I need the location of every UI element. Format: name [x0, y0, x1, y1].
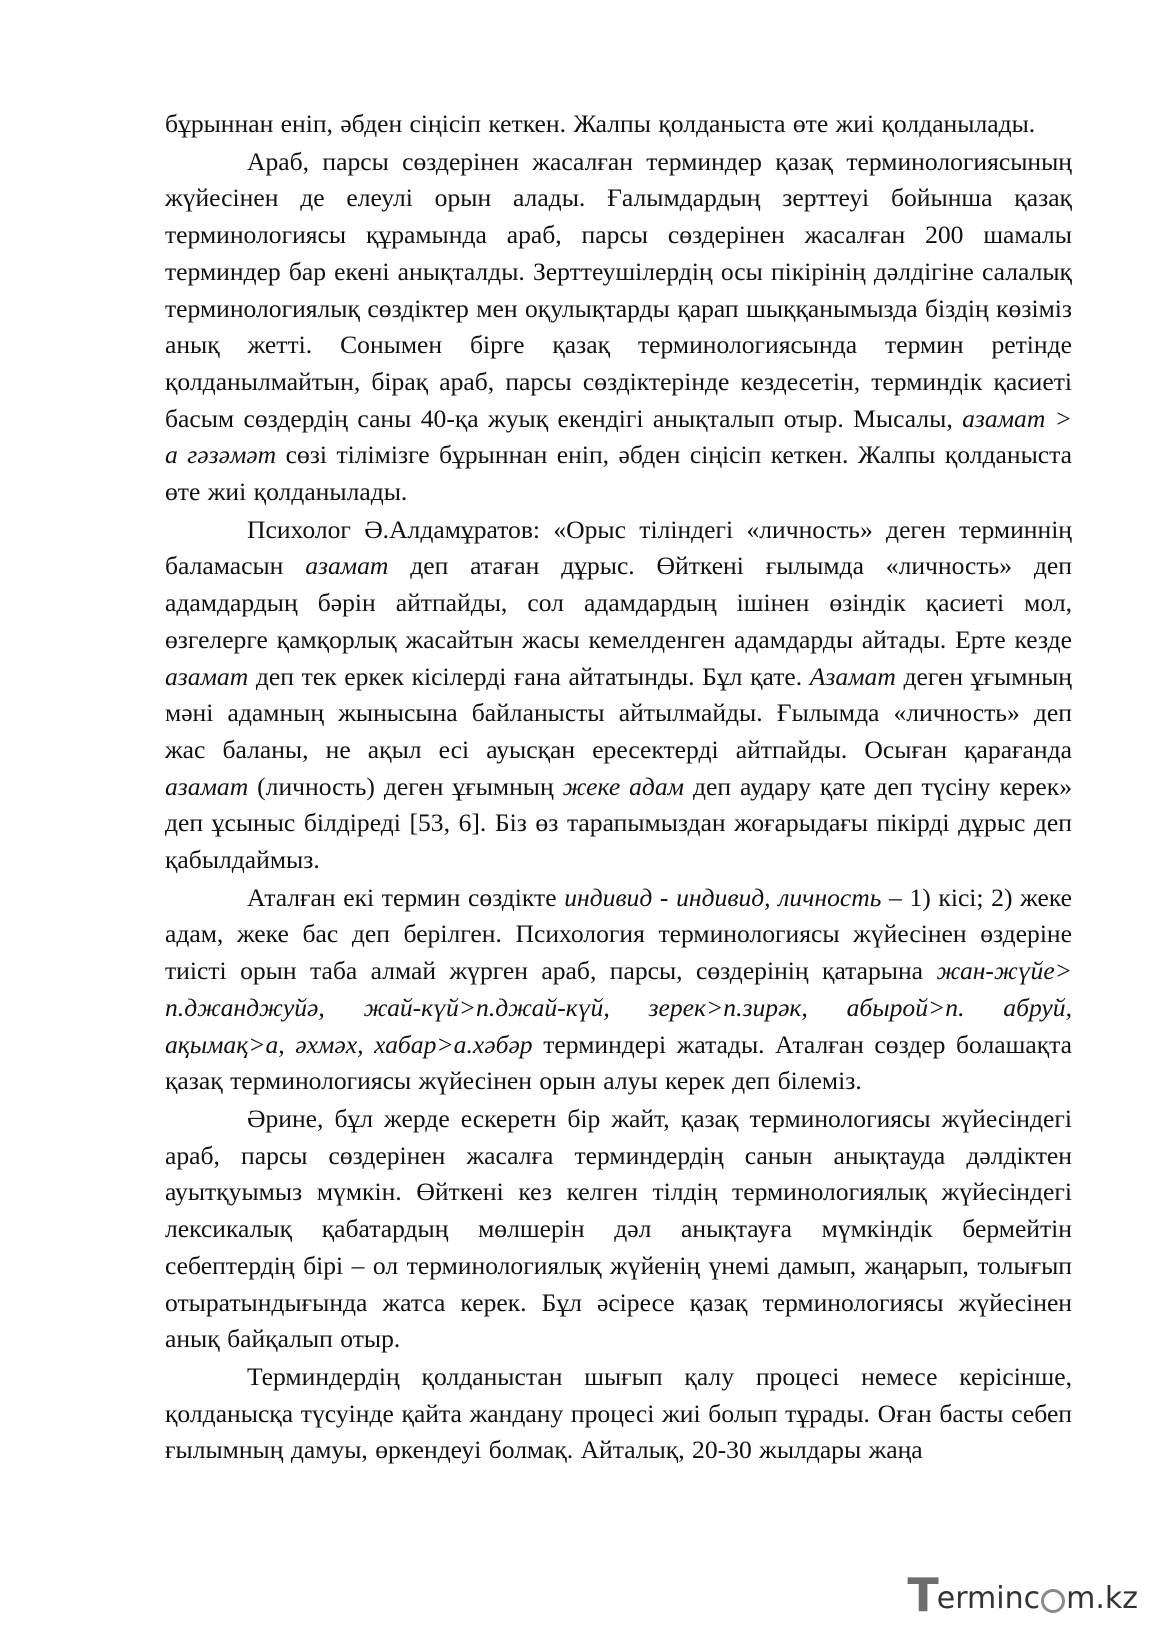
text-segment: деп тек еркек кісілерді ғана айтатынды. Бұл қате. — [248, 661, 810, 691]
text-segment: бұрыннан еніп, әбден сіңісіп кеткен. Жалпы қолданыста өте жиі қолданылады. — [165, 109, 1036, 138]
italic-term: жан-жүйе> п.джанджуйә, жай-күй>п.джай-күй, зерек>п.зирәк, абырой>п. абруй, ақымақ>а, әхмәх, хабар>а.хәбәр — [165, 956, 1072, 1059]
italic-term: азамат — [305, 551, 389, 581]
text-segment: терминдері жатады. Аталған сөздер болашақта қазақ терминологиясы жүйесінен орын алуы керек деп білеміз. — [165, 1029, 1073, 1096]
italic-term: Азамат — [809, 661, 896, 691]
text-segment: деп аудару қате деп түсіну керек» деп ұсыныс білдіреді [53, 6]. Біз өз тарапымыздан жоғарыдағы пікірді дұрыс деп қабылдаймыз. — [165, 771, 1072, 875]
termincom-watermark-logo — [907, 1568, 1138, 1622]
text-segment: Аталған екі термин сөздікте — [247, 882, 565, 912]
text-segment: деген ұғымның мәні адамның жынысына байланысты айтылмайды. Ғылымда «личность» деп жас баланы, не ақыл есі ауысқан ересектерді айтпайды. Осыған қарағанда — [165, 661, 1073, 764]
watermark-ring-icon — [1041, 1589, 1065, 1613]
paragraph — [165, 1359, 1072, 1469]
italic-term: азамат — [165, 771, 249, 801]
watermark-text-part2: m.kz — [1066, 1581, 1138, 1616]
text-segment: Әрине, бұл жерде ескеретн бір жайт, қазақ терминологиясы жүйесіндегі араб, парсы сөздерінен жасалға терминдердің санын анықтауда дәлдіктен ауытқуымыз мүмкін. Өйткені кез келген тілдің терминологиялық жүйесіндегі лексикалық қабатардың мөлшерін дәл анықтауға мүмкіндік бермейтін себептердің бірі – ол терминологиялық жүйенің үнемі дамып, жаңарып, толығып отыратындығында жатса керек. Бұл әсіресе қазақ терминологиясы жүйесінен анық байқалып отыр. — [165, 1103, 1072, 1354]
watermark-text-part1: erminc — [936, 1581, 1041, 1616]
italic-term: азамат — [165, 661, 249, 691]
paragraph — [165, 880, 1072, 1100]
paragraph — [165, 512, 1072, 879]
text-segment: Араб, парсы сөздерінен жасалған терминдер қазақ терминологиясының жүйесінен де елеулі орын алады. Ғалымдардың зерттеуі бойынша қазақ терминологиясы құрамында араб, парсы сөздерінен жасалған 200 шамалы терминдер бар екені анықталды. Зерттеушілердің осы пікірінің дәлдігіне салалық терминологиялық сөздіктер мен оқулықтарды қарап шыққанымызда біздің көзіміз анық жетті. Сонымен бірге қазақ терминологиясында термин ретінде қолданылмайтын, бірақ араб, парсы сөздіктерінде кездесетін, терминдік қасиеті басым сөздердің саны 40-қа жуық екендігі анықталып отыр. Мысалы, — [165, 146, 1072, 433]
italic-term: индивид - индивид, личность — [564, 882, 882, 912]
paragraph — [165, 144, 1072, 511]
italic-term: азамат > а гәзәмәт — [165, 403, 1072, 470]
document-page — [165, 106, 1072, 1469]
paragraph — [165, 1101, 1072, 1358]
text-segment: – 1) кісі; 2) жеке адам, жеке бас деп берілген. Психология терминологиясы жүйесінен өздеріне тиісті орын таба алмай жүрген араб, парсы, сөздерінің қатарына — [165, 882, 1072, 986]
watermark-letter-t: T — [907, 1568, 937, 1622]
text-segment: сөзі тілімізге бұрыннан еніп, әбден сіңісіп кеткен. Жалпы қолданыста өте жиі қолданылады. — [165, 440, 1072, 507]
paragraph — [165, 106, 1072, 143]
italic-term: жеке адам — [562, 771, 685, 801]
text-segment: Терминдердің қолданыстан шығып қалу процесі немесе керісінше, қолданысқа түсуінде қайта жандану процесі жиі болып тұрады. Оған басты себеп ғылымның дамуы, өркендеуі болмақ. Айталық, 20-30 жылдары жаңа — [165, 1361, 1072, 1465]
text-segment: деп атаған дұрыс. Өйткені ғылымда «личность» деп адамдардың бәрін айтпайды, сол адамдардың ішінен өзіндік қасиеті мол, өзгелерге қамқорлық жасайтын жасы кемелденген адамдарды айтады. Ерте кезде — [165, 551, 1072, 654]
text-segment: Психолог Ә.Алдамұратов: «Орыс тіліндегі «личность» деген терминнің баламасын — [165, 514, 1072, 581]
text-segment: (личность) деген ұғымның — [248, 771, 563, 801]
